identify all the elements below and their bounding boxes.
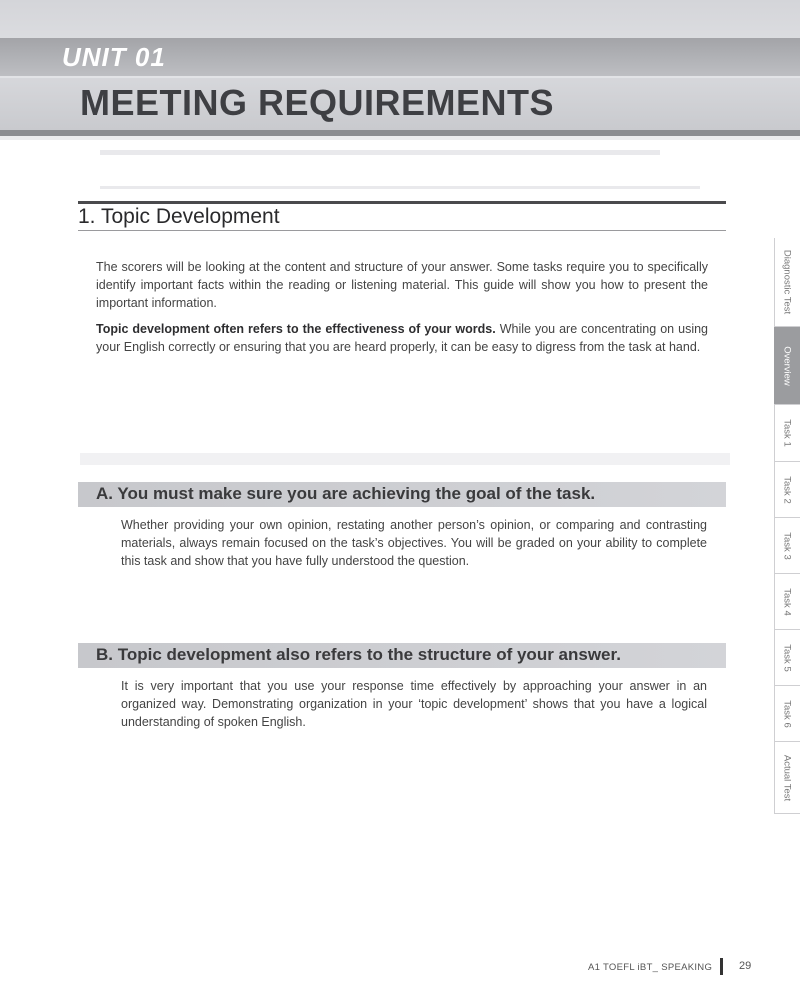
sidebar-tab-label: Task 1 bbox=[781, 419, 793, 447]
sidebar-tab-label: Task 3 bbox=[781, 531, 793, 560]
page-number: 29 bbox=[739, 960, 752, 972]
sidebar-tab-task-1[interactable] bbox=[774, 405, 800, 462]
sidebar-tab-overview[interactable] bbox=[774, 327, 800, 405]
footer-divider bbox=[720, 958, 723, 975]
show-through-line bbox=[80, 453, 730, 465]
sidebar-tab-task-4[interactable] bbox=[774, 574, 800, 630]
sidebar-tab-label: Task 2 bbox=[781, 475, 793, 504]
section-rule-top bbox=[78, 201, 726, 204]
show-through-line bbox=[100, 186, 700, 189]
section-rule-bottom bbox=[78, 230, 726, 231]
emphasis-rest-text: While you are concentrating on using your English correctly or ensuring that you are heard properly, it can be easy to digress from the task at hand. bbox=[96, 322, 708, 354]
sidebar-tab-task-5[interactable] bbox=[774, 630, 800, 686]
unit-title: MEETING REQUIREMENTS bbox=[80, 82, 555, 123]
sidebar-tab-label: Task 6 bbox=[781, 699, 793, 728]
sidebar-tab-task-6[interactable] bbox=[774, 686, 800, 742]
section-title: 1. Topic Development bbox=[78, 205, 280, 228]
sidebar-tab-actual-test[interactable] bbox=[774, 742, 800, 814]
title-rule bbox=[0, 130, 800, 136]
subsection-a-body: Whether providing your own opinion, restating another person’s opinion, or comparing and contrasting materials, always remain focused on the task’s objectives. You will be graded on your ability to complete this task and show that you have fully understood the question. bbox=[121, 518, 707, 568]
sidebar-tab-label: Actual Test bbox=[781, 754, 793, 801]
footer-book-title: A1 TOEFL iBT_ SPEAKING bbox=[588, 962, 713, 973]
sidebar-tab-task-3[interactable] bbox=[774, 518, 800, 574]
section-emphasis-paragraph bbox=[96, 320, 708, 356]
emphasis-bold-text: Topic development often refers to the effectiveness of your words. bbox=[96, 322, 496, 336]
sidebar-tab-label: Task 4 bbox=[781, 587, 793, 616]
sidebar-tab-diagnostic-test[interactable] bbox=[774, 238, 800, 327]
subsection-b-heading: B. Topic development also refers to the structure of your answer. bbox=[96, 645, 621, 664]
subsection-a-heading: A. You must make sure you are achieving the goal of the task. bbox=[96, 484, 596, 503]
unit-label: UNIT 01 bbox=[62, 42, 166, 72]
sidebar-tab-label: Task 5 bbox=[781, 643, 793, 672]
section-intro: The scorers will be looking at the content and structure of your answer. Some tasks require you to specifically identify important facts within the reading or listening material. This guide will show you how to present the important information. bbox=[96, 260, 708, 310]
sidebar-tab-label: Diagnostic Test bbox=[781, 249, 793, 315]
sidebar-tab-label: Overview bbox=[781, 345, 793, 386]
show-through-line bbox=[100, 150, 660, 155]
subsection-b-body: It is very important that you use your response time effectively by approaching your answer in an organized way. Demonstrating organization in your ‘topic development’ shows that you have a logical understanding of spoken English. bbox=[121, 679, 707, 729]
sidebar-tab-task-2[interactable] bbox=[774, 462, 800, 518]
